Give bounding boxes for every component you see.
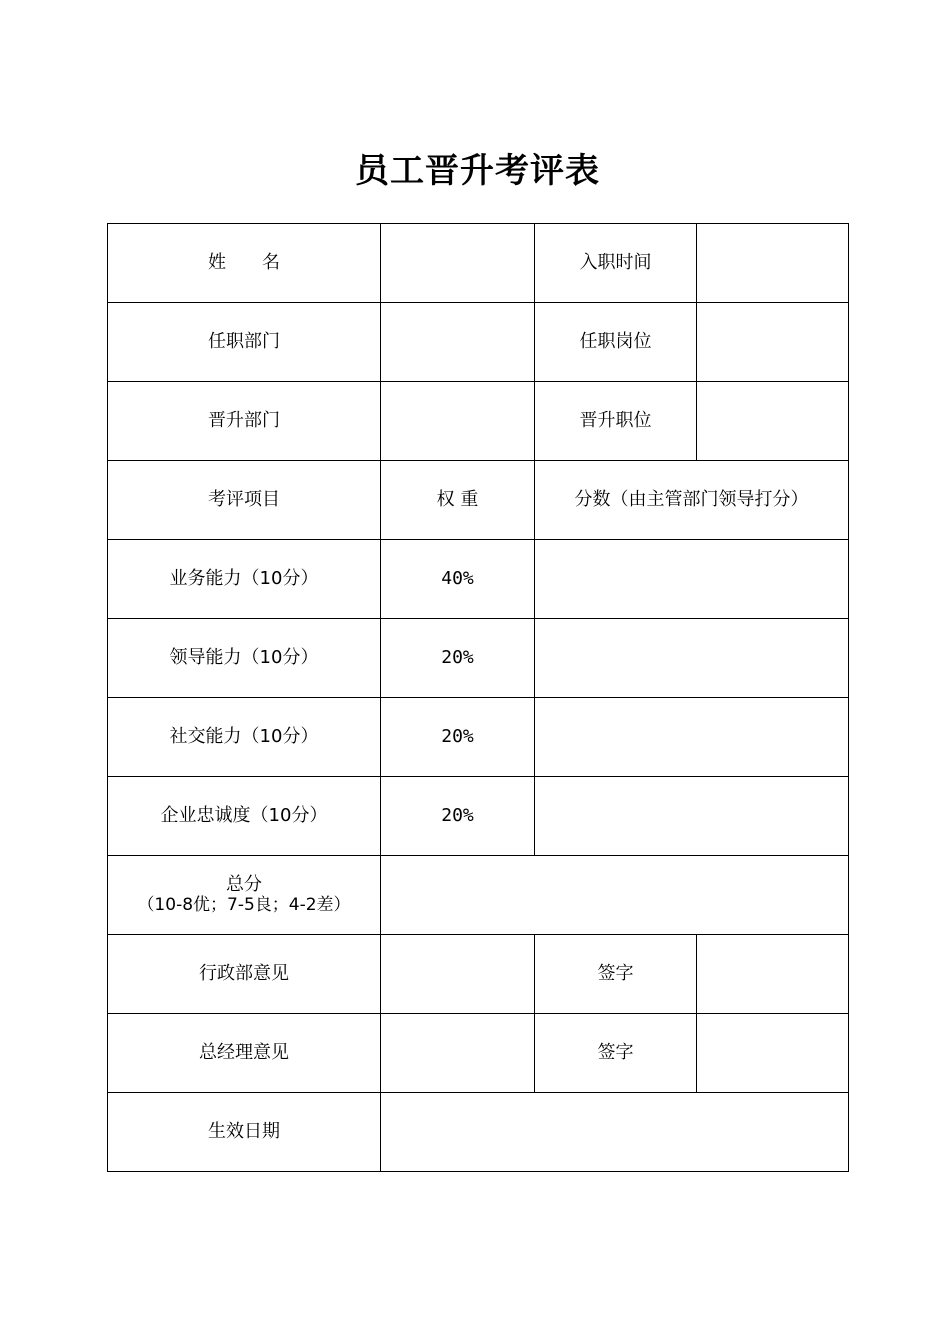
promo-dept-label: 晋升部门 (108, 382, 381, 461)
item-weight: 20% (381, 777, 535, 856)
name-field[interactable] (381, 224, 535, 303)
item-header: 考评项目 (108, 461, 381, 540)
hire-date-label: 入职时间 (535, 224, 697, 303)
gm-opinion-field[interactable] (381, 1014, 535, 1093)
effective-date-field[interactable] (381, 1093, 849, 1172)
item-score-field[interactable] (535, 698, 849, 777)
item-score-field[interactable] (535, 777, 849, 856)
effective-date-label: 生效日期 (108, 1093, 381, 1172)
promo-post-label: 晋升职位 (535, 382, 697, 461)
table-row (108, 935, 849, 1014)
table-row (108, 1093, 849, 1172)
score-header: 分数（由主管部门领导打分） (535, 461, 849, 540)
table-row (108, 224, 849, 303)
total-label-cell (108, 856, 381, 935)
name-label: 姓 名 (108, 224, 381, 303)
table-row (108, 777, 849, 856)
gm-sign-field[interactable] (697, 1014, 849, 1093)
item-label: 领导能力（10分） (108, 619, 381, 698)
total-score-field[interactable] (381, 856, 849, 935)
item-score-field[interactable] (535, 540, 849, 619)
admin-sign-field[interactable] (697, 935, 849, 1014)
table-row (108, 698, 849, 777)
item-label: 社交能力（10分） (108, 698, 381, 777)
total-label: 总分 (226, 874, 262, 895)
table-row (108, 540, 849, 619)
gm-opinion-label: 总经理意见 (108, 1014, 381, 1093)
item-weight: 20% (381, 698, 535, 777)
total-note: （10-8优；7-5良；4-2差） (137, 895, 351, 915)
item-weight: 40% (381, 540, 535, 619)
admin-opinion-label: 行政部意见 (108, 935, 381, 1014)
table-row (108, 382, 849, 461)
promo-dept-field[interactable] (381, 382, 535, 461)
page-title: 员工晋升考评表 (355, 151, 600, 191)
item-label: 业务能力（10分） (108, 540, 381, 619)
item-score-field[interactable] (535, 619, 849, 698)
admin-opinion-field[interactable] (381, 935, 535, 1014)
item-label: 企业忠诚度（10分） (108, 777, 381, 856)
current-dept-label: 任职部门 (108, 303, 381, 382)
table-row (108, 856, 849, 935)
sign-label: 签字 (535, 935, 697, 1014)
current-dept-field[interactable] (381, 303, 535, 382)
hire-date-field[interactable] (697, 224, 849, 303)
promo-post-field[interactable] (697, 382, 849, 461)
table-header-row (108, 461, 849, 540)
table-row (108, 619, 849, 698)
table-row (108, 303, 849, 382)
table-row (108, 1014, 849, 1093)
promotion-evaluation-table (107, 223, 849, 1172)
item-weight: 20% (381, 619, 535, 698)
current-post-label: 任职岗位 (535, 303, 697, 382)
current-post-field[interactable] (697, 303, 849, 382)
weight-header: 权 重 (381, 461, 535, 540)
sign-label: 签字 (535, 1014, 697, 1093)
